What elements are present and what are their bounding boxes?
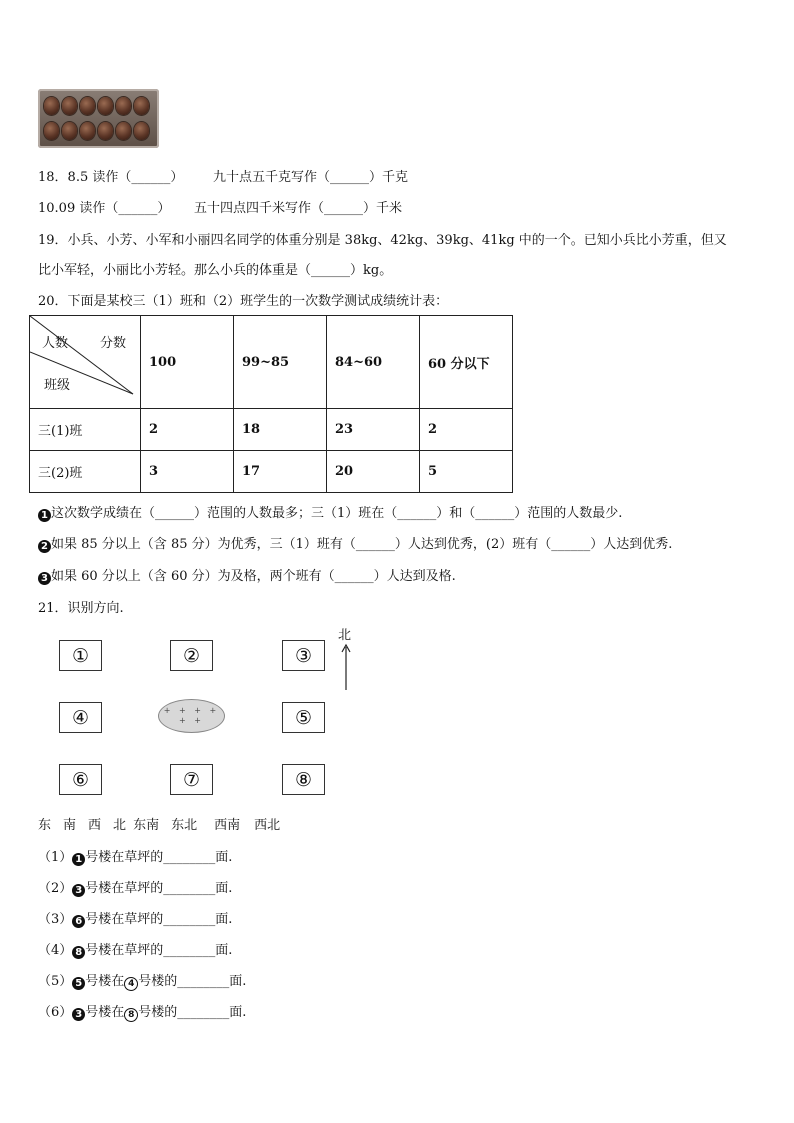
circled-number: 6 — [72, 915, 85, 928]
building-7: ⑦ — [170, 764, 213, 795]
q18-write-b: 五十四点四千米写作（______）千米 — [194, 201, 403, 216]
table-cell: 3 — [141, 451, 234, 493]
direction-options — [38, 814, 280, 833]
chocolate-box-image — [38, 89, 159, 148]
header-cell: 84~60 — [327, 316, 420, 409]
item-text: 号楼在草坪的________面. — [85, 850, 233, 865]
item-prefix: （6） — [38, 1005, 73, 1020]
q21-intro: 21．识别方向. — [38, 601, 124, 616]
q20-sub3-text: 如果 60 分以上（含 60 分）为及格，两个班有（______）人达到及格. — [51, 569, 456, 584]
q21-item-1 — [38, 846, 232, 866]
header-cell: 100 — [141, 316, 234, 409]
chocolate — [134, 97, 149, 115]
building-1: ① — [59, 640, 102, 671]
table-cell: 2 — [420, 409, 513, 451]
circled-number: 1 — [72, 853, 85, 866]
direction-word: 东北 — [171, 818, 198, 833]
table-cell: 2 — [141, 409, 234, 451]
q20-sub2 — [38, 533, 672, 553]
chocolate — [44, 122, 59, 140]
circled-number: 5 — [72, 977, 85, 990]
diagonal-header-cell — [30, 316, 141, 409]
direction-word: 南 — [63, 818, 77, 833]
chocolate — [134, 122, 149, 140]
item-prefix: （1） — [38, 850, 73, 865]
chocolate — [44, 97, 59, 115]
table-cell: 18 — [234, 409, 327, 451]
chocolate — [98, 122, 113, 140]
row-label: 三(1)班 — [30, 409, 141, 451]
item-prefix: （2） — [38, 881, 73, 896]
north-label: 北 — [338, 628, 352, 643]
item-text: 号楼的________面. — [138, 974, 247, 989]
diagonal-lines — [30, 316, 140, 408]
direction-word: 西南 — [214, 818, 241, 833]
table-cell: 5 — [420, 451, 513, 493]
item-prefix: （5） — [38, 974, 73, 989]
table-cell: 17 — [234, 451, 327, 493]
direction-word: 北 — [113, 818, 127, 833]
chocolate-row-bottom — [44, 122, 149, 140]
direction-word: 西北 — [254, 818, 281, 833]
building-6: ⑥ — [59, 764, 102, 795]
table-header-row — [30, 316, 513, 409]
chocolate — [80, 122, 95, 140]
item-text: 号楼在草坪的________面. — [85, 881, 233, 896]
direction-word: 东 — [38, 818, 52, 833]
chocolate — [116, 122, 131, 140]
q21-item-5 — [38, 970, 246, 991]
north-arrow-icon — [340, 643, 352, 691]
diag-label-count: 人数 — [42, 336, 69, 351]
table-row — [30, 451, 513, 493]
q20-sub2-text: 如果 85 分以上（含 85 分）为优秀，三（1）班有（______）人达到优秀，(2）班有（______）人达到优秀. — [51, 537, 673, 552]
circled-number: 3 — [38, 572, 51, 585]
building-5: ⑤ — [282, 702, 325, 733]
chocolate — [116, 97, 131, 115]
q21-item-4 — [38, 939, 232, 959]
circled-number: 3 — [72, 1008, 85, 1021]
circled-number: 8 — [124, 1008, 138, 1022]
q20-intro: 20．下面是某校三（1）班和（2）班学生的一次数学测试成绩统计表： — [38, 294, 449, 309]
chocolate — [62, 97, 77, 115]
q20-sub1 — [38, 502, 622, 522]
item-text: 号楼在草坪的________面. — [85, 912, 233, 927]
direction-word: 东南 — [133, 818, 160, 833]
chocolate — [98, 97, 113, 115]
q19-line1: 19．小兵、小芳、小军和小丽四名同学的体重分别是 38kg、42kg、39kg、41kg 中的一个。已知小兵比小芳重，但又 — [38, 233, 727, 248]
diag-label-class: 班级 — [44, 378, 71, 393]
q21-item-6 — [38, 1001, 246, 1022]
direction-word: 西 — [88, 818, 102, 833]
circled-number: 2 — [38, 540, 51, 553]
q18-read-a: 18．8.5 读作（______） — [38, 170, 184, 185]
chocolate — [62, 122, 77, 140]
q19-line2: 比小军轻，小丽比小芳轻。那么小兵的体重是（______）kg。 — [38, 263, 393, 278]
header-cell: 99~85 — [234, 316, 327, 409]
building-4: ④ — [59, 702, 102, 733]
table-cell: 20 — [327, 451, 420, 493]
q20-sub1-text: 这次数学成绩在（______）范围的人数最多；三（1）班在（______）和（______）范围的人数最少. — [51, 506, 623, 521]
circled-number: 8 — [72, 946, 85, 959]
building-3: ③ — [282, 640, 325, 671]
building-2: ② — [170, 640, 213, 671]
table-cell: 23 — [327, 409, 420, 451]
q18-read-b: 10.09 读作（______） — [38, 201, 171, 216]
table-row — [30, 409, 513, 451]
item-prefix: （3） — [38, 912, 73, 927]
lawn: + + + + + + — [158, 699, 225, 733]
item-text: 号楼的________面. — [138, 1005, 247, 1020]
circled-number: 3 — [72, 884, 85, 897]
q21-item-2 — [38, 877, 232, 897]
item-text-a: 号楼在 — [85, 1005, 125, 1020]
diag-label-score: 分数 — [100, 336, 127, 351]
header-cell: 60 分以下 — [420, 316, 513, 409]
row-label: 三(2)班 — [30, 451, 141, 493]
item-prefix: （4） — [38, 943, 73, 958]
q18-write-a: 九十点五千克写作（______）千克 — [213, 170, 409, 185]
circled-number: 4 — [124, 977, 138, 991]
chocolate — [80, 97, 95, 115]
building-8: ⑧ — [282, 764, 325, 795]
q21-item-3 — [38, 908, 232, 928]
circled-number: 1 — [38, 509, 51, 522]
q20-sub3 — [38, 565, 456, 585]
score-table — [29, 315, 513, 493]
chocolate-row-top — [44, 97, 149, 115]
item-text-a: 号楼在 — [85, 974, 125, 989]
item-text: 号楼在草坪的________面. — [85, 943, 233, 958]
